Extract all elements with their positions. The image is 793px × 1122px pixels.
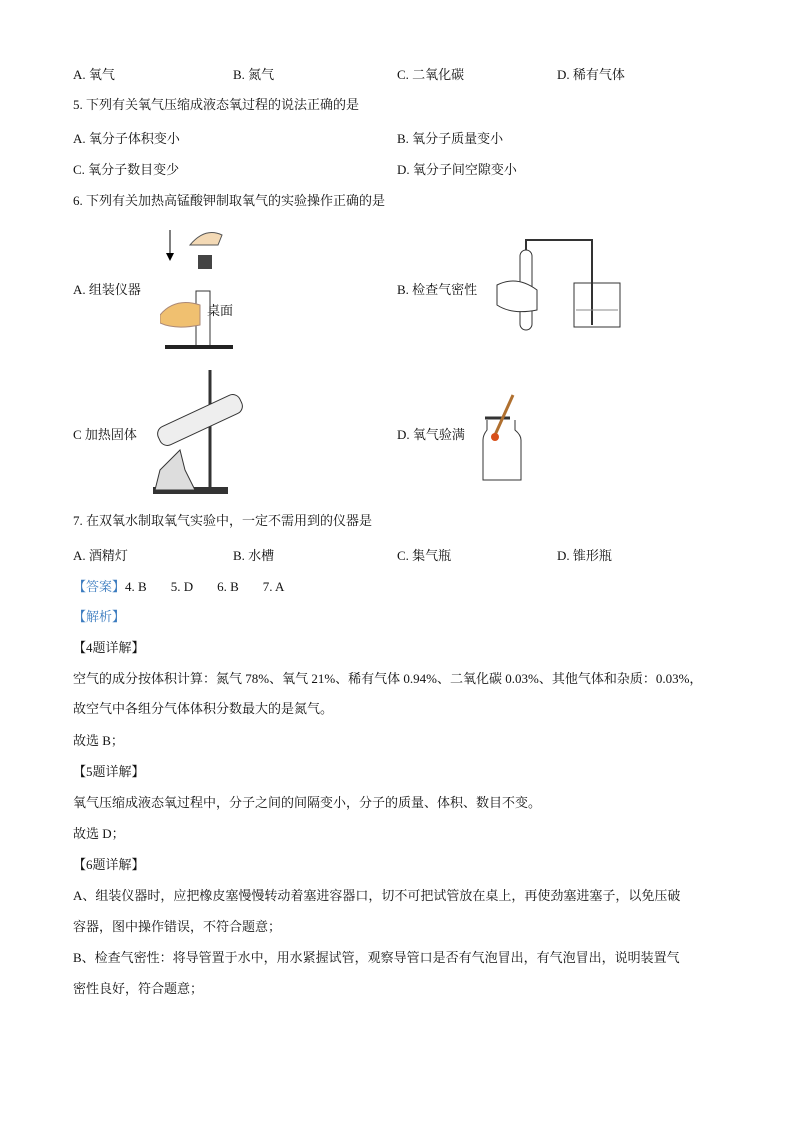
explain4-choice: 故选 B；: [73, 733, 124, 748]
q5-option-d: D. 氧分子间空隙变小: [397, 162, 517, 177]
q5-option-a: A. 氧分子体积变小: [73, 131, 180, 146]
answer-line: [73, 579, 284, 595]
q7-option-c: C. 集气瓶: [397, 548, 452, 563]
explain6-line: B、检查气密性：将导管置于水中，用水紧握试管，观察导管口是否有气泡冒出，有气泡冒出，说明装置气: [73, 950, 680, 965]
answer-7: 7. A: [262, 579, 285, 594]
q6-option-c: C 加热固体: [73, 427, 137, 442]
answer-4: 4. B: [125, 579, 147, 594]
q6-stem: 6. 下列有关加热高锰酸钾制取氧气的实验操作正确的是: [73, 193, 386, 208]
airtightness-check-figure: [492, 235, 632, 335]
figure-label-desktop: 桌面: [207, 304, 234, 319]
explain4-title: 【4题详解】: [73, 640, 145, 655]
answer-tag: 【答案】: [73, 579, 126, 594]
explain5-choice: 故选 D；: [73, 826, 125, 841]
explain4-line: 故空气中各组分气体体积分数最大的是氮气。: [73, 701, 334, 716]
q5-option-b: B. 氧分子质量变小: [397, 131, 504, 146]
explain6-line: A、组装仪器时，应把橡皮塞慢慢转动着塞进容器口，切不可把试管放在桌上，再使劲塞进塞子，以免压破: [73, 888, 681, 903]
q4-option-d: D. 稀有气体: [557, 67, 625, 82]
q7-option-d: D. 锥形瓶: [557, 548, 612, 563]
q6-option-b: B. 检查气密性: [397, 282, 478, 297]
q4-option-b: B. 氮气: [233, 67, 275, 82]
q6-option-a: A. 组装仪器: [73, 282, 141, 297]
answer-6: 6. B: [217, 579, 239, 594]
oxygen-full-check-figure: [475, 390, 535, 485]
q5-stem: 5. 下列有关氧气压缩成液态氧过程的说法正确的是: [73, 97, 360, 112]
q7-option-b: B. 水槽: [233, 548, 275, 563]
explain5-line: 氧气压缩成液态氧过程中，分子之间的间隔变小，分子的质量、体积、数目不变。: [73, 795, 542, 810]
q4-option-a: A. 氧气: [73, 67, 115, 82]
explain5-title: 【5题详解】: [73, 764, 145, 779]
explain6-title: 【6题详解】: [73, 857, 145, 872]
q5-option-c: C. 氧分子数目变少: [73, 162, 180, 177]
assemble-apparatus-figure: [160, 225, 240, 355]
explain6-line: 密性良好，符合题意；: [73, 981, 204, 996]
heating-solid-figure: [145, 365, 255, 500]
q7-stem: 7. 在双氧水制取氧气实验中，一定不需用到的仪器是: [73, 513, 373, 528]
answer-5: 5. D: [170, 579, 194, 594]
q6-option-d: D. 氧气验满: [397, 427, 465, 442]
q7-option-a: A. 酒精灯: [73, 548, 128, 563]
analysis-tag: 【解析】: [73, 609, 126, 624]
q4-option-c: C. 二氧化碳: [397, 67, 465, 82]
explain6-line: 容器，图中操作错误，不符合题意；: [73, 919, 282, 934]
explain4-line: 空气的成分按体积计算：氮气 78%、氧气 21%、稀有气体 0.94%、二氧化碳 0.03%、其他气体和杂质：0.03%，: [73, 671, 703, 686]
